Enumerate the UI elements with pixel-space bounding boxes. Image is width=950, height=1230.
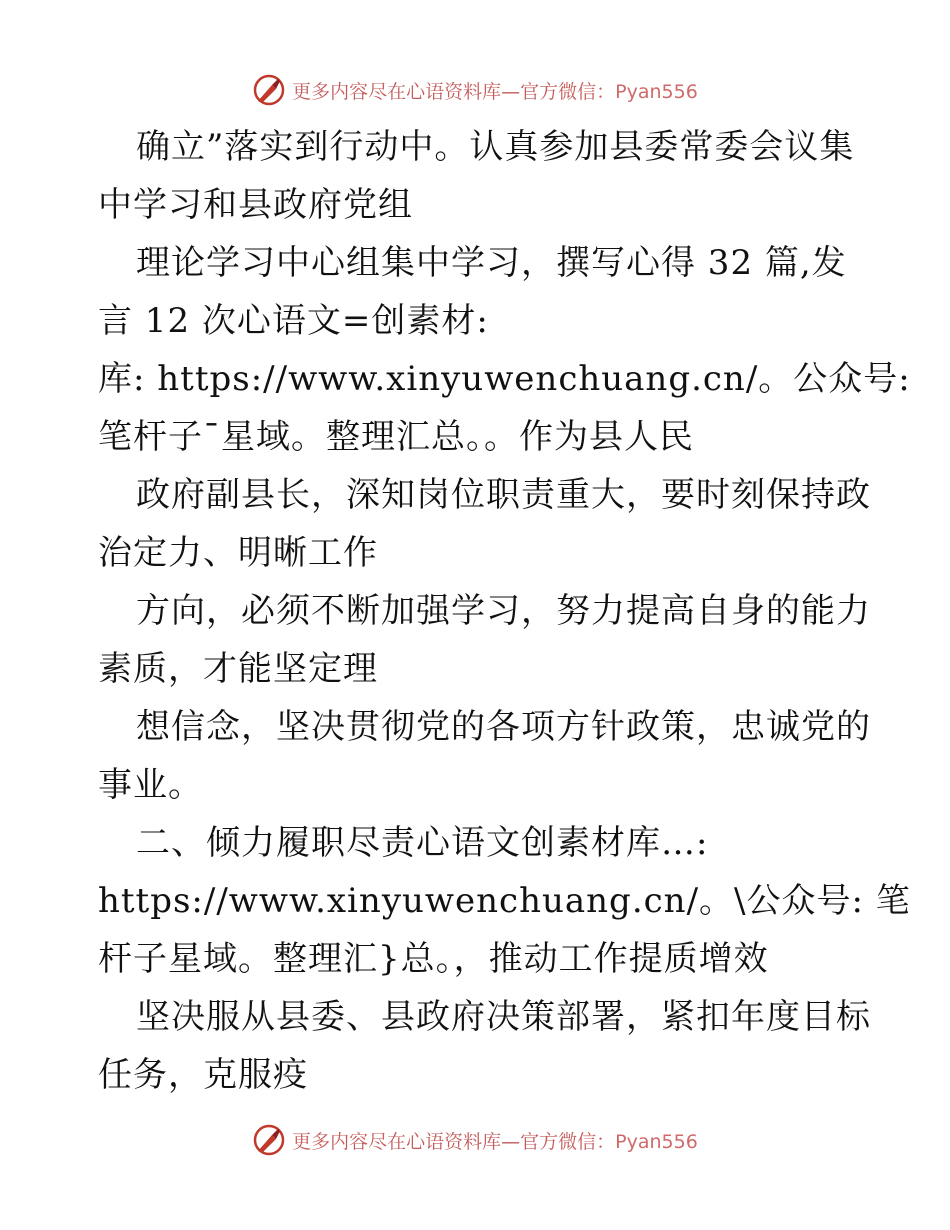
body-line: 想信念，坚决贯彻党的各项方针政策，忠诚党的: [136, 707, 871, 747]
header-banner-wechat-id: Pyan556: [615, 80, 698, 103]
header-banner-label: 更多内容尽在心语资料库—官方微信：: [292, 80, 616, 103]
body-line: 坚决服从县委、县政府决策部署，紧扣年度目标: [136, 997, 871, 1037]
body-line: 言 12 次心语文=创素材:: [98, 301, 489, 341]
body-line: 确立”落实到行动中。认真参加县委常委会议集: [136, 127, 855, 167]
body-line: 素质，才能坚定理: [98, 649, 378, 689]
body-line: 中学习和县政府党组: [98, 185, 413, 225]
body-line: 理论学习中心组集中学习，撰写心得 32 篇,发: [136, 243, 847, 283]
footer-banner-text: [292, 1127, 698, 1154]
body-line: 杆子星域。整理汇}总。，推动工作提质增效: [98, 939, 769, 979]
document-body: [98, 118, 911, 1104]
body-line: 笔杆子¯星域。整理汇总。。作为县人民: [98, 417, 694, 457]
body-line: 方向，必须不断加强学习，努力提高自身的能力: [136, 591, 871, 631]
body-line: 治定力、明晰工作: [98, 533, 378, 573]
body-line: https://www.xinyuwenchuang.cn/。\公众号: 笔: [98, 881, 911, 921]
body-line: 任务，克服疫: [98, 1055, 308, 1095]
footer-watermark-banner: [0, 1120, 950, 1160]
body-line: 政府副县长，深知岗位职责重大，要时刻保持政: [136, 475, 871, 515]
pen-nib-logo-icon: [252, 73, 286, 107]
footer-banner-wechat-id: Pyan556: [615, 1130, 698, 1153]
header-banner-text: [292, 77, 698, 104]
body-line: 库: https://www.xinyuwenchuang.cn/。公众号:: [98, 359, 911, 399]
pen-nib-logo-icon: [252, 1123, 286, 1157]
body-line: 事业。: [98, 765, 203, 805]
section-heading: 二、倾力履职尽责心语文创素材库…:: [136, 823, 709, 863]
footer-banner-label: 更多内容尽在心语资料库—官方微信：: [292, 1130, 616, 1153]
header-watermark-banner: [0, 70, 950, 110]
